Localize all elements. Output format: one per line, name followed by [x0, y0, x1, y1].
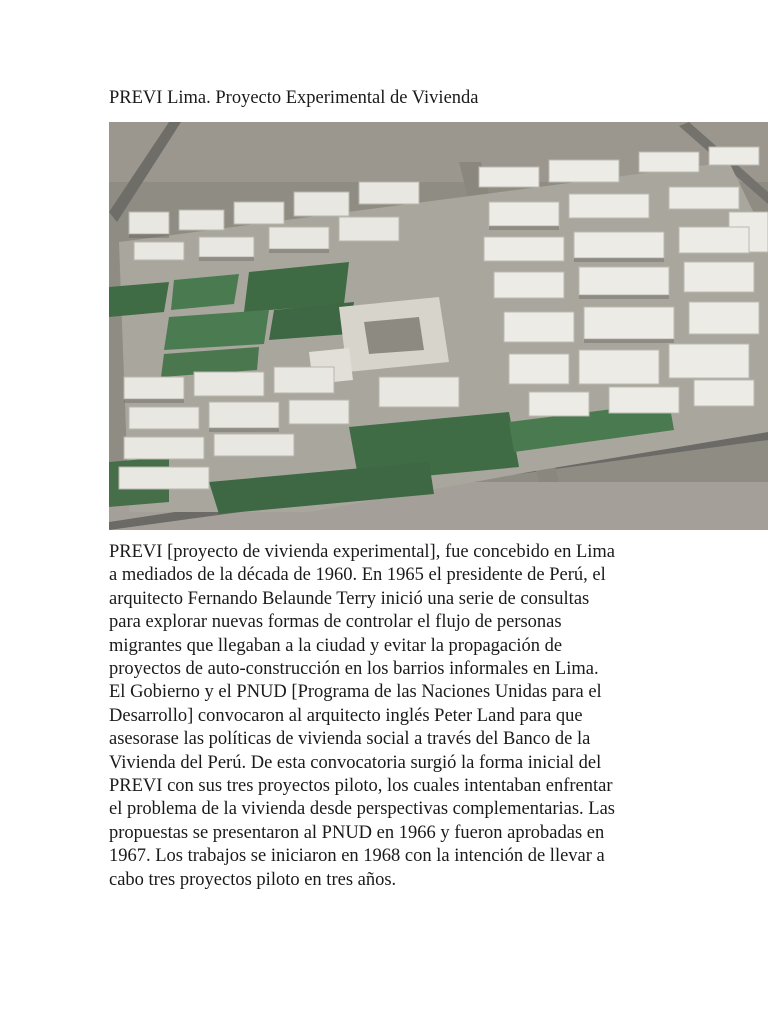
- paragraph-line: Desarrollo] convocaron al arquitecto inglés Peter Land para que: [109, 705, 583, 726]
- aerial-photo-graphic: [109, 122, 768, 530]
- paragraph-line: Vivienda del Perú. De esta convocatoria surgió la forma inicial del: [109, 752, 602, 773]
- paragraph-line: El Gobierno y el PNUD [Programa de las Naciones Unidas para el: [109, 682, 602, 703]
- paragraph-line: arquitecto Fernando Belaunde Terry inició una serie de consultas: [109, 588, 590, 609]
- paragraph-line: PREVI [proyecto de vivienda experimental], fue concebido en Lima: [109, 542, 615, 562]
- paragraph-line: el problema de la vivienda desde perspectivas complementarias. Las: [109, 799, 615, 820]
- paragraph-line: migrantes que llegaban a la ciudad y evitar la propagación de: [109, 635, 563, 656]
- body-paragraph: [109, 541, 709, 892]
- paragraph-line: asesorase las políticas de vivienda social a través del Banco de la: [109, 729, 591, 750]
- paragraph-line: propuestas se presentaron al PNUD en 1966 y fueron aprobadas en: [109, 822, 605, 843]
- paragraph-line: 1967. Los trabajos se iniciaron en 1968 con la intención de llevar a: [109, 846, 605, 867]
- paragraph-line: para explorar nuevas formas de controlar el flujo de personas: [109, 612, 562, 633]
- paragraph-line: PREVI con sus tres proyectos piloto, los cuales intentaban enfrentar: [109, 776, 613, 797]
- paragraph-line: a mediados de la década de 1960. En 1965 el presidente de Perú, el: [109, 565, 606, 586]
- paragraph-line: cabo tres proyectos piloto en tres años.: [109, 869, 397, 890]
- paragraph-line: proyectos de auto-construcción en los barrios informales en Lima.: [109, 659, 599, 680]
- aerial-photo: [109, 122, 768, 530]
- page-title: PREVI Lima. Proyecto Experimental de Vivienda: [109, 88, 479, 108]
